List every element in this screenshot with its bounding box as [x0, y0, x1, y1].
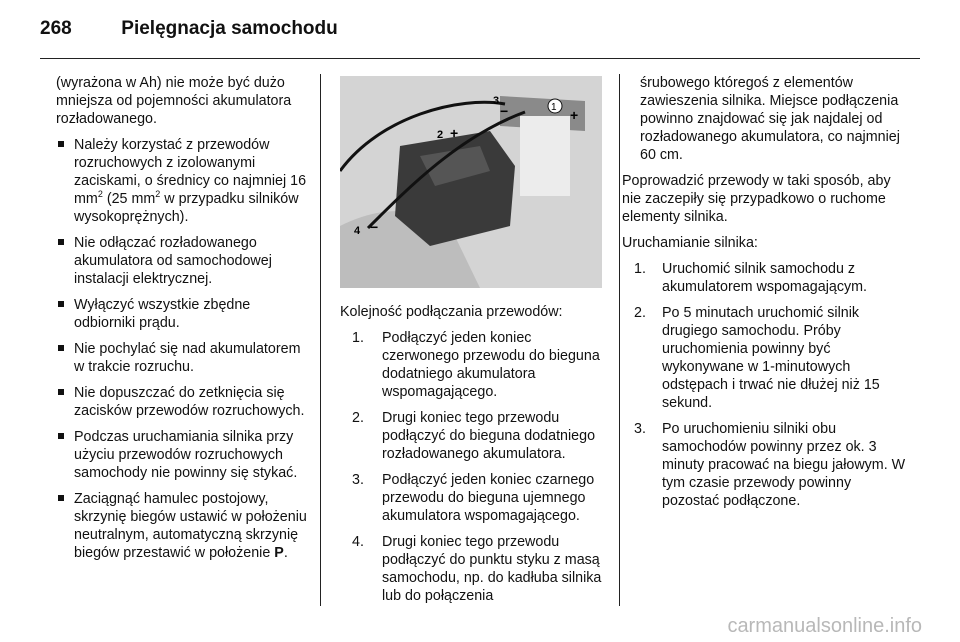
plus-sign: + [450, 125, 459, 141]
bullet-text: Nie dopuszczać do zetknięcia się zacisków przewodów rozruchowych. [74, 385, 305, 419]
bullet-square-icon [58, 495, 64, 501]
list-item [622, 420, 912, 510]
superscript: 2 [97, 189, 103, 200]
figure-label-2: 2 [437, 129, 444, 141]
list-item [622, 260, 912, 296]
step-text: Podłączyć jeden koniec czerwonego przewodu do bieguna dodatniego akumulatora wspomagającego. [382, 330, 600, 400]
connection-steps-list [340, 329, 608, 605]
column-divider-1 [320, 74, 321, 606]
bullet-text: Zaciągnąć hamulec postojowy, skrzynię biegów ustawić w położeniu neutralnym, automatyczną skrzynię biegów przestawić w położenie [74, 491, 307, 561]
bullet-square-icon [58, 345, 64, 351]
step-number: 3. [352, 472, 364, 488]
discharged-battery-shape [395, 131, 515, 246]
bullet-item [56, 490, 311, 562]
start-steps-list [622, 260, 912, 510]
step-text: Drugi koniec tego przewodu podłączyć do bieguna dodatniego rozładowanego akumulatora. [382, 410, 596, 462]
column-divider-2 [619, 74, 620, 606]
bullet-item [56, 340, 311, 376]
bullet-item [56, 384, 311, 420]
bullet-text: (25 mm [102, 191, 156, 207]
list-item [340, 329, 608, 401]
bullet-text: . [283, 545, 288, 561]
minus-sign: − [370, 219, 379, 235]
intro-text: (wyrażona w Ah) nie może być dużo mniejsza od pojemności akumulatora rozładowanego. [56, 75, 292, 127]
step-number: 2. [352, 410, 364, 426]
column-1 [56, 74, 311, 570]
bullet-item [56, 296, 311, 332]
step-text: Podłączyć jeden koniec czarnego przewodu do bieguna ujemnego akumulatora wspomagającego. [382, 472, 595, 524]
step-number: 1. [352, 330, 364, 346]
jump-start-illustration [340, 76, 602, 288]
list-item [340, 533, 608, 605]
bullet-text: Nie pochylać się nad akumulatorem w trakcie rozruchu. [74, 341, 301, 375]
page-number: 268 [40, 18, 72, 39]
bullet-bold: P [274, 545, 284, 561]
bullet-square-icon [58, 389, 64, 395]
figure-label-4: 4 [354, 225, 361, 237]
bullet-square-icon [58, 433, 64, 439]
step-text: Drugi koniec tego przewodu podłączyć do punktu styku z masą samochodu, np. do kadłuba silnika lub do połączenia [382, 534, 602, 604]
bullet-square-icon [58, 141, 64, 147]
bullet-item [56, 428, 311, 482]
section-heading: Uruchamianie silnika: [622, 235, 758, 251]
bullet-square-icon [58, 301, 64, 307]
step-number: 4. [352, 534, 364, 550]
superscript: 2 [155, 189, 161, 200]
step-text: Uruchomić silnik samochodu z akumulatorem wspomagającym. [662, 261, 868, 295]
routing-paragraph: Poprowadzić przewody w taki sposób, aby nie zaczepiły się przypadkowo o ruchome elementy silnika. [622, 173, 891, 225]
bullet-text: w przypadku silników wysokoprężnych). [74, 191, 299, 225]
page-header [40, 18, 338, 40]
bright-panel-shape [520, 116, 570, 196]
bullet-item [56, 136, 311, 226]
section-heading: Kolejność podłączania przewodów: [340, 304, 563, 320]
engine-bay-figure [340, 76, 602, 288]
step-number: 2. [634, 305, 646, 321]
list-item [622, 304, 912, 412]
column-3 [622, 74, 912, 518]
figure-label-3: 3 [493, 95, 500, 107]
step-text: Po 5 minutach uruchomić silnik drugiego samochodu. Próby uruchomienia powinny być wykonywane w 1-minutowych odstępach i trwać nie dłużej niż 15 sekund. [662, 305, 880, 411]
column-2 [340, 303, 608, 613]
minus-sign: − [500, 103, 509, 119]
continuation-text: śrubowego któregoś z elementów zawieszenia silnika. Miejsce podłączenia powinno znajdować się jak najdalej od rozładowanego akumulatora, co najmniej 60 cm. [640, 75, 900, 163]
bullet-square-icon [58, 239, 64, 245]
step-text: Po uruchomieniu silniki obu samochodów powinny przez ok. 3 minuty pracować na biegu jałowym. W tym czasie przewody powinny pozostać podłączone. [662, 421, 906, 509]
header-rule [40, 58, 920, 59]
bullet-text: Należy korzystać z przewodów rozruchowych z izolowanymi zaciskami, o średnicy co najmniej 16 mm [74, 137, 307, 207]
page-title: Pielęgnacja samochodu [121, 18, 338, 39]
step-number: 3. [634, 421, 646, 437]
list-item [340, 409, 608, 463]
watermark: carmanualsonline.info [727, 615, 922, 637]
plus-sign: + [570, 107, 579, 123]
bullet-item [56, 234, 311, 288]
step-number: 1. [634, 261, 646, 277]
bullet-text: Podczas uruchamiania silnika przy użyciu przewodów rozruchowych samochody nie powinny się stykać. [74, 429, 298, 481]
list-item [340, 471, 608, 525]
bullet-text: Wyłączyć wszystkie zbędne odbiorniki prądu. [74, 297, 251, 331]
figure-label-1: 1 [551, 102, 557, 113]
bullet-text: Nie odłączać rozładowanego akumulatora od samochodowej instalacji elektrycznej. [74, 235, 272, 287]
